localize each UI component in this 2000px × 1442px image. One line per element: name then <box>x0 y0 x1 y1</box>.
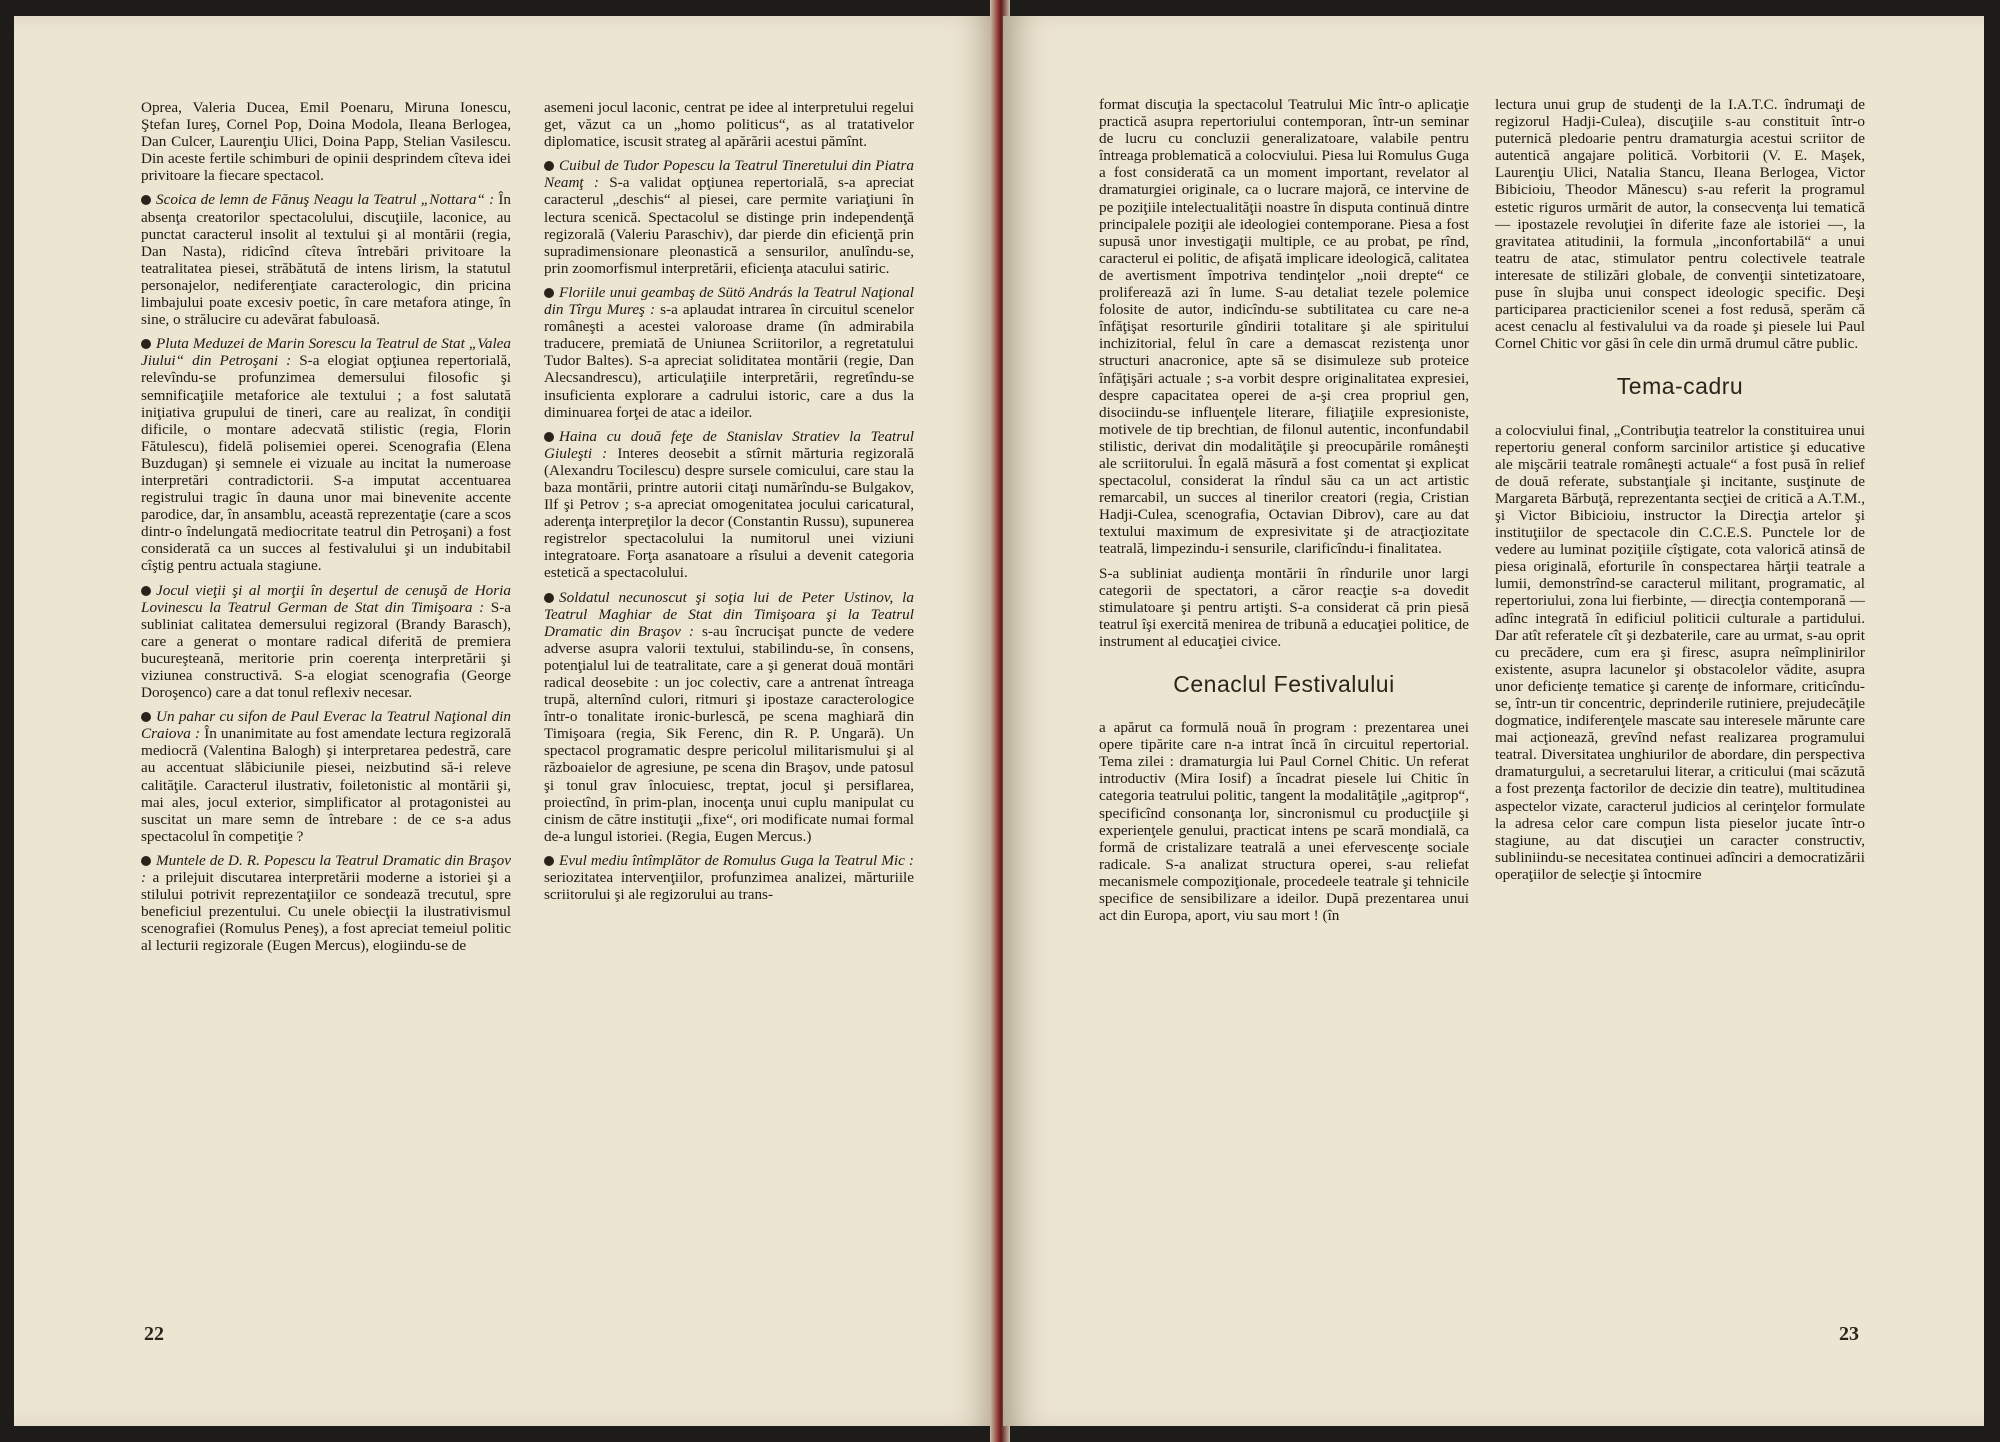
bullet-icon <box>141 856 151 866</box>
entry-title: Cuibul de Tudor Popescu la Teatrul Tineretului din Piatra Neamţ : <box>544 157 914 192</box>
bullet-icon <box>544 856 554 866</box>
review-entry <box>141 335 511 574</box>
entry-title: Soldatul necunoscut şi soţia lui de Peter Ustinov, la Teatrul Maghiar de Stat din Timişoara şi la Teatrul Dramatic din Braşov : <box>544 588 914 640</box>
right-page <box>1003 16 1984 1426</box>
review-entry <box>141 852 511 955</box>
bullet-icon <box>544 288 554 298</box>
entry-title: Evul mediu întîmplător de Romulus Guga la Teatrul Mic : <box>559 851 914 869</box>
entry-title: Muntele de D. R. Popescu la Teatrul Dramatic din Braşov : <box>141 851 511 887</box>
left-page <box>14 16 997 1426</box>
entry-title: Un pahar cu sifon de Paul Everac la Teatrul Naţional din Craiova : <box>141 708 511 743</box>
bullet-icon <box>544 161 554 171</box>
entry-title: Jocul vieţii şi al morţii în deşertul de cenuşă de Horia Lovinescu la Teatrul German de Stat din Timişoara : <box>141 581 511 616</box>
bullet-icon <box>544 432 554 442</box>
review-entry <box>544 589 914 845</box>
paragraph <box>141 99 511 184</box>
review-entry <box>544 428 914 582</box>
entry-text: a prilejuit discutarea interpretării moderne a istoriei şi a stilului potrivit reprezentaţiilor ce sondează trecutul, spre beneficiul prezentului. Cu unele obiecţii la ilustrativismul scenografiei (Romulus Peneş), a fost apreciat temeiul politic al lecturii regizorale (Eugen Mercus), elogiindu-se de <box>141 869 511 955</box>
paragraph: a colocviului final, „Contribuţia teatrelor la constituirea unui repertoriu general conform sarcinilor artistice şi educative ale mişcării teatrale româneşti actuale“ a fost pusă în relief de două referate, substanţiale şi incitante, susţinute de Margareta Bărbuţă, reprezentanta secţiei de critică a A.T.M., şi Victor Bibicioiu, instructor la Direcţia artelor şi instituţiilor de spectacole din C.C.E.S. Punctele lor de vedere au luminat poziţiile cîştigate, cota valorică atinsă de piesa originală, eforturile în conspectarea hărţii teatrale a lumii, demonstrînd-se caracterul militant, programatic, al repertoriului, zona lui fierbinte, — direcţia contemporană — adînc integrată în edificiul politicii culturale a partidului. Dar atît referatele cît şi dezbaterile, care au urmat, s-au oprit cu precădere, cum era şi firesc, asupra neîmplinirilor existente, asupra lacunelor şi obstacolelor vădite, asupra unor deficienţe tematice şi carenţe de informare, criticîndu-se, într-un tir concentric, deprinderile rutiniere, prejudecăţile dogmatice, indiferenţele mascate sau interesele mărunte care mai acţionează, grevînd nefast realizarea programului teatral. Diversitatea unghiurilor de abordare, din perspectiva dramaturgului, a secretarului literar, a criticului (mai scăzută a fost prezenţa factorilor de decizie din teatre), multitudinea aspectelor vizate, caracterul judicios al cerinţelor formulate la adresa celor care compun lista pieselor jucate într-o stagiune, au dat discuţiei un caracter constructiv, subliniindu-se necesitatea continuei adînciri a democratizării operaţiilor de selecţie şi întocmire <box>1495 421 1865 883</box>
right-column-2 <box>1495 96 1865 1236</box>
bullet-icon <box>141 586 151 596</box>
paragraph: S-a subliniat audienţa montării în rîndurile unor largi categorii de spectatori, a căror reacţie s-a dovedit stimulatoare şi pentru artişti. S-a considerat că prin piesă teatrul îşi exercită menirea de tribună a educaţiei politice, de instrument al educaţiei civice. <box>1099 564 1469 650</box>
entry-text: S-a elogiat opţiunea repertorială, relevîndu-se profunzimea demersului filosofic şi semnificaţiile metaforice ale textului ; a fost salutată iniţiativa grupului de tineri, care au realizat, în condiţii dificile, o montare adecvată stilistic (regia, Florin Fătulescu), fidelă polisemiei operei. Scenografia (Elena Buzdugan) şi semnele ei vizuale au incitat la numeroase interpretări contradictorii. S-a imputat accentuarea registrului tragic în dauna unor mai binevenite accente parodice, dar, în ansamblu, această reprezentaţie (care a scos dintr-o îndelungată mediocritate teatrul din Petroşani) a fost considerată ca un succes al festivalului şi un indubitabil cîştig pentru actuala stagiune. <box>141 352 511 575</box>
paragraph: a apărut ca formulă nouă în program : prezentarea unei opere tipărite care n-a intrat încă în circuitul repertorial. Tema zilei : dramaturgia lui Paul Cornel Chitic. Un referat introductiv (Mira Iosif) a încadrat piesele lui Chitic în categoria teatrului politic, tangent la modalităţile „agitprop“, specificînd consonanţa lor, sincronismul cu producţiile şi experienţele genului, practicat intens pe scară mondială, ca formă de cristalizare teatrală a unei efervescenţe sociale radicale. S-a analizat structura operei, s-au reliefat mecanismele compoziţionale, procedeele teatrale şi tehnicile specifice de sensibilizare a ideilor. După prezentarea unui act din Europa, aport, viu sau mort ! (în <box>1099 719 1469 925</box>
entry-text: Oprea, Valeria Ducea, Emil Poenaru, Miruna Ionescu, Ştefan Iureş, Cornel Pop, Doina Modola, Ileana Berlogea, Dan Culcer, Laurenţiu Ulici, Doina Papp, Stelian Vasilescu. Din aceste fertile schimburi de opinii desprindem cîteva idei privitoare la fiecare spectacol. <box>141 99 511 185</box>
entry-text: S-a validat opţiunea repertorială, s-a apreciat caracterul „deschis“ al piesei, care permite variaţiuni în lectura scenică. Spectacolul se distinge prin independenţă regizorală (Valeriu Paraschiv), dar pierde din eficienţă prin supradimensionare pleonastică a sensurilor, anulîndu-se, prin zoomorfismul interpretării, eficienţa atacului satiric. <box>544 174 914 277</box>
section-heading-tema-cadru: Tema-cadru <box>1616 373 1744 400</box>
entry-title: Haina cu două feţe de Stanislav Stratiev la Teatrul Giuleşti : <box>544 427 914 462</box>
page-number-right: 23 <box>1839 1323 1859 1345</box>
bullet-icon <box>141 195 151 205</box>
review-entry <box>141 191 511 328</box>
entry-text: s-au încrucişat puncte de vedere adverse asupra valorii textului, stabilindu-se, în consens, potenţialul lui de teatralitate, care a şi generat două montări radical deosebite : un joc colectiv, care a antrenat întreaga trupă, alternînd culori, ritmuri şi ipostaze caracterologice într-o tonalitate ironic-burlescă, pe scena maghiară din Timişoara (regia, Sik Ferenc, din R. P. Ungară). Un spectacol programatic despre pericolul militarismului şi al războaielor de agresiune, pe scena din Braşov, unde patosul şi tonul grav înlocuiesc, treptat, jocul şi persiflarea, proiectînd, în prim-plan, inocenţa unui cuplu manipulat cu cinism de către instituţii „fixe“, ori modificate numai formal de-a lungul istoriei. (Regia, Eugen Mercus.) <box>544 622 914 845</box>
bullet-icon <box>141 339 151 349</box>
bullet-icon <box>141 712 151 722</box>
paragraph <box>544 99 914 150</box>
right-column-1 <box>1099 96 1469 1236</box>
entry-text: seriozitatea intervenţiilor, profunzimea analizei, mărturiile scriitorului şi ale regizorului au trans- <box>544 869 914 904</box>
left-column-1 <box>141 99 511 1239</box>
entry-text: În absenţa creatorilor spectacolului, discuţiile, laconice, au punctat caracterul insolit al textului şi al montării (regia, Dan Nasta), ridicînd cîteva întrebări privitoare la teatralitatea piesei, străbătută de intens lirism, la statutul personajelor, nediferenţiate caracterologic, din pricina limbajului poate excesiv poetic, în care metafora atinge, în sine, o strălucire cu adevărat fabuloasă. <box>141 191 511 329</box>
entry-text: S-a subliniat calitatea demersului regizoral (Brandy Barasch), care a generat o montare radical diferită de premiera bucureşteană, meritorie prin coerenţa interpretării şi viziunea constructivă. S-a elogiat scenografia (George Doroşenco) care a dat tonul reflexiv necesar. <box>141 598 511 702</box>
entry-title: Scoica de lemn de Fănuş Neagu la Teatrul „Nottara“ : <box>156 191 495 209</box>
section-heading-cenaclul: Cenaclul Festivalului <box>1173 671 1395 697</box>
entry-title: Pluta Meduzei de Marin Sorescu la Teatrul de Stat „Valea Jiului“ din Petroşani : <box>141 335 511 370</box>
entry-text: asemeni jocul laconic, centrat pe idee al interpretului regelui get, văzut ca un „homo politicus“, as al tratativelor diplomatice, iscusit strateg al apărării acestui pămînt. <box>544 99 914 151</box>
entry-text: Interes deosebit a stîrnit mărturia regizorală (Alexandru Tocilescu) despre sursele comicului, care stau la baza montării, printre autorii citaţi numărîndu-se Bulgakov, Ilf şi Petrov ; s-a apreciat omogenitatea jocului caricatural, aderenţa interpreţilor la decor (Constantin Russu), supunerea registrelor spectacolului la numitorul unei viziuni integratoare. Forţa asanatoare a rîsului a devenit categoria estetică a spectacolului. <box>544 444 914 582</box>
review-entry <box>141 582 511 702</box>
paragraph: lectura unui grup de studenţi de la I.A.T.C. îndrumaţi de regizorul Hadji-Culea), discuţiile s-au constituit într-o puternică pledoarie pentru dramaturgia acestui scriitor de autentică angajare politică. Vorbitorii (V. E. Maşek, Laurenţiu Ulici, Natalia Stancu, Ileana Berlogea, Victor Bibicioiu, Theodor Mănescu) s-au referit la programul estetic riguros urmărit de autor, la consecvenţa lui tematică — ipostazele revoluţiei în diferite faze ale istoriei —, la gravitatea atitudinii, la formula „inconfortabilă“ a unui teatru de atac, stimulator pentru colectivele teatrale interesate de stilizări globale, de convenţii sintetizatoare, puse în slujba unui conspect ideologic specific. Deşi participarea practicienilor scenei a fost redusă, sperăm că acest cenaclu al festivalului va da roade şi piesele lui Paul Cornel Chitic vor găsi în cele din urmă drumul către public. <box>1495 96 1865 353</box>
review-entry <box>544 157 914 277</box>
bullet-icon <box>544 593 554 603</box>
left-column-2 <box>544 99 914 1239</box>
entry-title: Floriile unui geambaş de Sütö András la Teatrul Naţional din Tîrgu Mureş : <box>544 283 914 319</box>
entry-text: s-a aplaudat intrarea în circuitul scenelor româneşti a acestei valoroase drame (în admirabila traducere, premiată de Uniunea Scriitorilor, a regretatului Tudor Baltes). S-a apreciat soliditatea montării (regie, Dan Alecsandrescu), articulaţiile interpretării, regretîndu-se insuficienta explorare a cadrului istoric, care a dus la diminuarea forţei de atac a ideilor. <box>544 301 914 421</box>
review-entry <box>544 284 914 421</box>
paragraph: format discuţia la spectacolul Teatrului Mic într-o aplicaţie practică asupra repertoriului contemporan, într-un seminar de lucru cu concluzii generalizatoare, valabile pentru întreaga problematică a colocviului. Piesa lui Romulus Guga a fost considerată ca un moment important, revelator al dramaturgiei originale, ca o lucrare majoră, ce intervine de pe poziţiile intelectualităţii noastre în disputa continuă dintre principalele poziţii ale ideologiei contemporane. Piesa a fost supusă unor investigaţii multiple, ce au probat, pe rînd, caracterul ei politic, de afişată implicare ideologică, calitatea de avertisment împotriva tendinţelor „noii drepte“ ce proliferează azi în lume. S-au detaliat tezele polemice folosite de autor, indicîndu-se subtilitatea cu care ne-a înfăţişat resorturile gîndirii totalitare şi ale spiritului inchizitorial, felul în care a demascat rezistenţa unor structuri anacronice, apte să se disimuleze sub proteice înfăţişări actuale ; s-a vorbit despre originalitatea expresiei, despre capacitatea operei de a-şi crea propriul gen, disociindu-se influenţele literare, filiaţiile expresioniste, motivele de tip brechtian, de filonul autentic, inconfundabil stilistic, derivat din modalităţile şi preocupările româneşti ale scriitorului. În egală măsură a fost comentat şi explicat spectacolul, considerat la rîndul său ca un act artistic remarcabil, un succes al tinerilor creatori (regia, Cristian Hadji-Culea, scenografia, Octavian Dibrov), care au dat textului maximum de expresivitate şi de atracţiozitate teatrală, limpezindu-i sensurile, clarificîndu-i finalitatea. <box>1099 96 1469 558</box>
entry-text: În unanimitate au fost amendate lectura regizorală mediocră (Valentina Balogh) şi interpretarea pedestră, care au accentuat slăbiciunile piesei, neizbutind să-i releve calităţile. Caracterul ilustrativ, foiletonistic al montării şi, mai ales, jocul exterior, simplificator al protagonistei au suscitat un mare semn de întrebare : de ce s-a adus spectacolul în competiţie ? <box>141 725 511 845</box>
review-entry <box>141 708 511 845</box>
page-number-left: 22 <box>144 1323 164 1345</box>
review-entry <box>544 852 914 903</box>
